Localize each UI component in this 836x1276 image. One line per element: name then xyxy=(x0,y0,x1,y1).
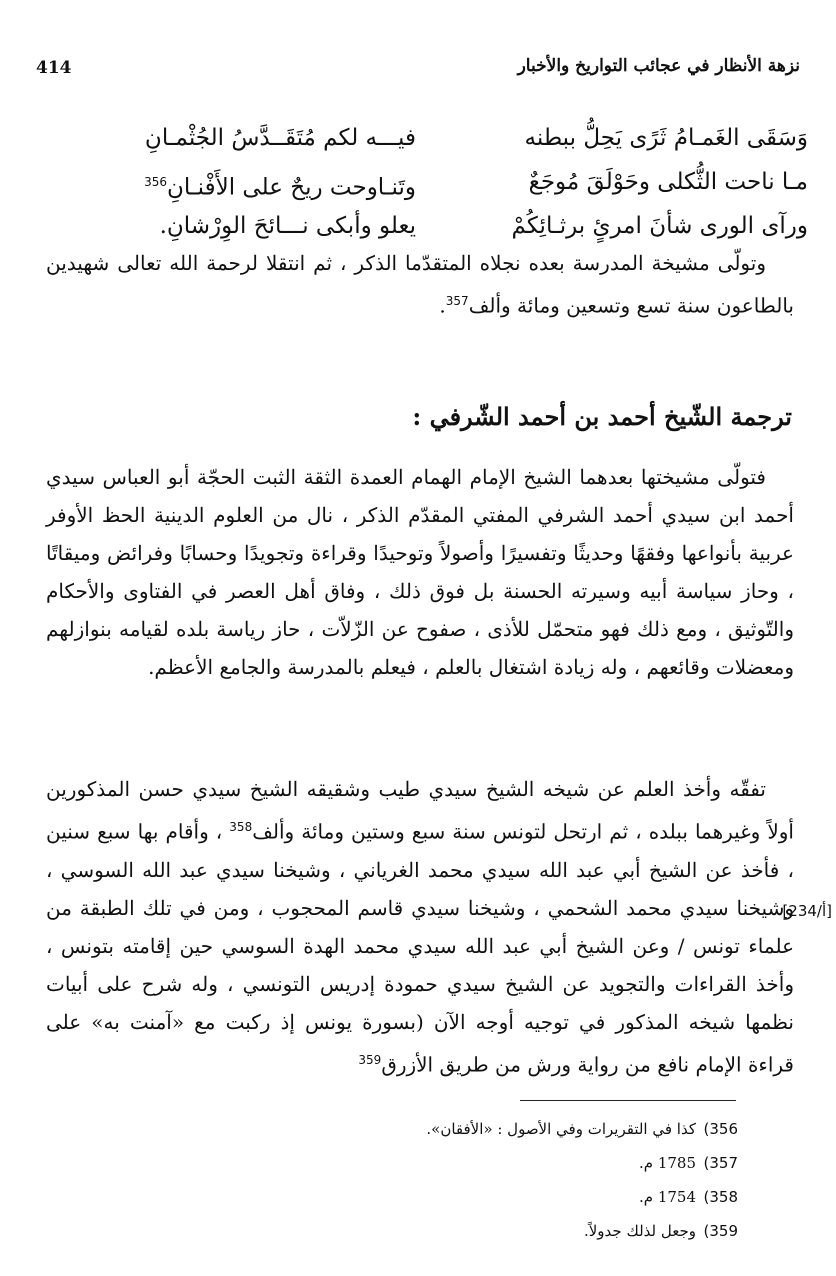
footnote-ref-357: 357 xyxy=(445,294,469,308)
verse-second-hemistich: يعلو وأبكى نـــائحَ الوِرْشانِ. xyxy=(159,213,416,239)
footnote-divider xyxy=(520,1100,736,1101)
paragraph-studies xyxy=(46,770,794,1083)
running-head xyxy=(0,52,836,92)
verse-line xyxy=(0,162,836,206)
footnote xyxy=(78,1216,738,1250)
footnotes xyxy=(78,1114,738,1250)
paragraph-end: . xyxy=(439,293,446,318)
footnote-text: 1754 م. xyxy=(638,1188,696,1206)
section-heading: ترجمة الشّيخ أحمد بن أحمد الشّرفي : xyxy=(412,402,792,431)
verse-line xyxy=(0,118,836,162)
footnote xyxy=(78,1148,738,1182)
poem-verses xyxy=(0,118,836,250)
footnote-text: كذا في التقريرات وفي الأصول : «الأفقان». xyxy=(426,1120,696,1138)
footnote xyxy=(78,1182,738,1216)
paragraph-text: تفقّه وأخذ العلم عن شيخه الشيخ سيدي طيب وشقيقه الشيخ سيدي حسن المذكورين أولاً وغيرهما ببلده ، ثم ارتحل لتونس سنة سبع وستين ومائة وألف xyxy=(46,777,794,844)
paragraph-biography: فتولّى مشيختها بعدهما الشيخ الإمام الهمام العمدة الثقة الثبت الحجّة أبو العباس سيدي أحمد ابن سيدي أحمد الشرفي المفتي المقدّم الذكر ، نال من العلوم الدينية الحظ الأوفر عربية بأنواعها وفقهًا وحديثًا وتفسيرًا وأصولاً وتوحيدًا وقراءة وتجويدًا وحسابًا وفرائض وميقاتًا ، وحاز سياسة أبيه وسيرته الحسنة بل فوق ذلك ، وفاق أهل العصر في الفتاوى والأحكام والتّوثيق ، ومع ذلك فهو متحمّل للأذى ، صفوح عن الزّلاّت ، حاز رياسة بلده لقيامه بنوازلهم ومعضلات وقائعهم ، وله زيادة اشتغال بالعلم ، فيعلم بالمدرسة والجامع الأعظم. xyxy=(46,465,794,679)
manuscript-folio-marker: [234/أ] xyxy=(782,902,832,920)
footnote-ref-359: 359 xyxy=(358,1052,382,1067)
page-number: 414 xyxy=(36,58,72,78)
footnote-ref-358: 358 xyxy=(229,820,253,834)
verse-first-hemistich: مـا ناحت الثُّكلى وحَوْلَقَ مُوجَعٌ xyxy=(528,169,808,195)
footnote-number: 358) xyxy=(703,1188,738,1206)
running-title: نزهة الأنظار في عجائب التواريخ والأخبار xyxy=(517,56,800,76)
paragraph-text: وتولّى مشيخة المدرسة بعده نجلاه المتقدّما الذكر ، ثم انتقلا لرحمة الله تعالى شهيدين بالطاعون سنة تسع وتسعين ومائة وألف xyxy=(46,251,794,318)
footnote-ref-356: 356 xyxy=(144,175,168,189)
paragraph-successors xyxy=(46,244,794,325)
footnote-text: 1785 م. xyxy=(638,1154,696,1172)
verse-first-hemistich: وَسَقَى الغَمـامُ ثَرًى يَحِلُّ ببطنه xyxy=(524,125,808,151)
footnote-text: وجعل لذلك جدولاً. xyxy=(583,1222,696,1240)
paragraph-text: ، وأقام بها سبع سنين ، فأخذ عن الشيخ أبي عبد الله سيدي محمد الغرياني ، وشيخنا سيدي عبد الله السوسي ، وشيخنا سيدي محمد الشحمي ، وشيخنا سيدي قاسم المحجوب ، ومن في تلك الطبقة من علماء تونس / وعن الشيخ أبي عبد الله سيدي محمد الهدة السوسي حين إقامته بتونس ، وأخذ القراءات والتجويد عن الشيخ سيدي حمودة إدريس التونسي ، وله شرح على أبيات نظمها شيخه المذكور في توجيه أوجه الآن (بسورة يونس إذ ركبت مع «آمنت به» على قراءة الإمام نافع من رواية ورش من طريق الأزرق xyxy=(46,819,794,1077)
verse-text: وتَنـاوحت ريحٌ على الأَفْنـانِ xyxy=(167,174,416,201)
footnote-number: 356) xyxy=(703,1120,738,1138)
verse-first-hemistich: ورآى الورى شأنَ امرئٍ برثـائِكُمْ xyxy=(511,213,808,239)
footnote-number: 359) xyxy=(703,1222,738,1240)
footnote xyxy=(78,1114,738,1148)
verse-second-hemistich xyxy=(26,162,416,208)
footnote-number: 357) xyxy=(703,1154,738,1172)
verse-second-hemistich: فيـــه لكم مُتَقَــدَّسُ الجُثْمـانِ xyxy=(144,125,416,151)
